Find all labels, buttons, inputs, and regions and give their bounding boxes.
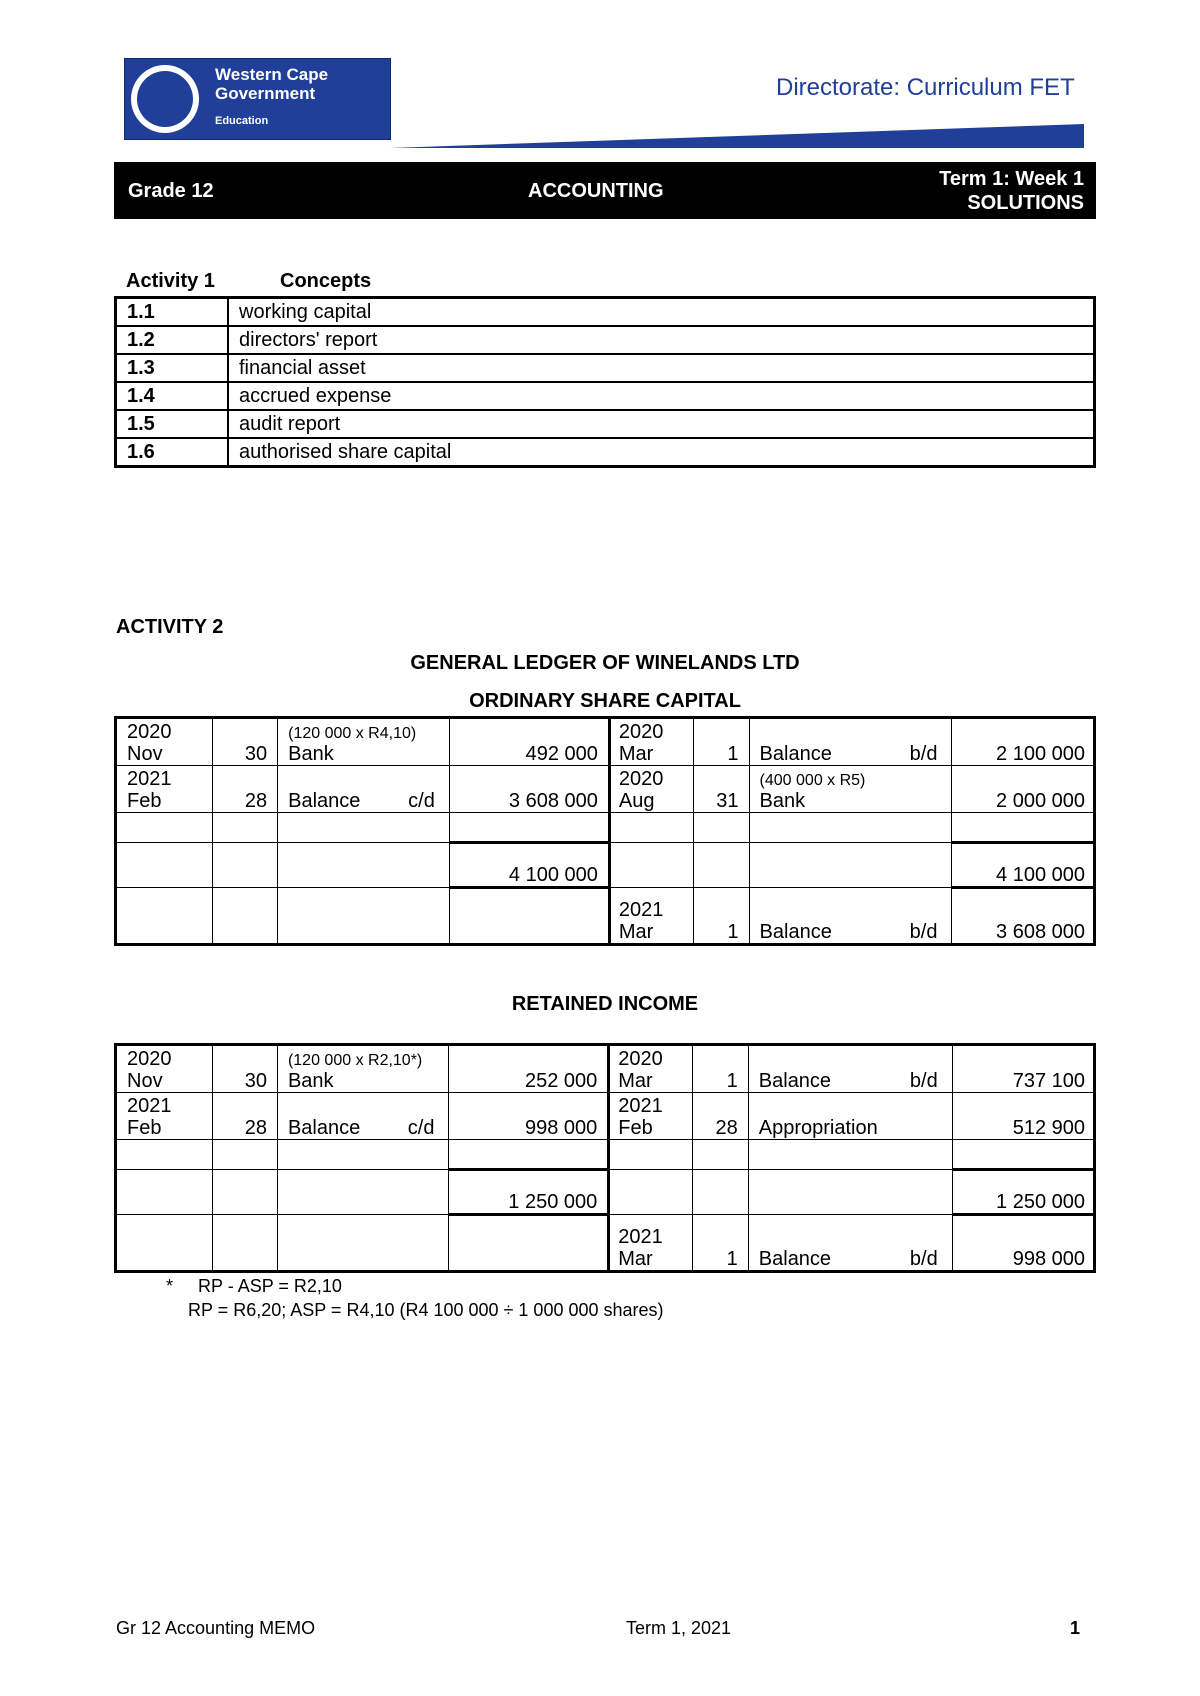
footer-term: Term 1, 2021 xyxy=(626,1618,732,1638)
grade-label: Grade 12 xyxy=(128,180,214,202)
amount: 998 000 xyxy=(449,1093,609,1140)
date-year: 2020 xyxy=(618,1048,663,1070)
total-amount: 1 250 000 xyxy=(449,1170,609,1215)
date-year: 2021 xyxy=(127,1095,172,1117)
date-month: Aug xyxy=(618,790,655,812)
detail: Balance xyxy=(287,1117,361,1139)
date-year: 2020 xyxy=(127,721,172,743)
date-month: Feb xyxy=(127,790,162,812)
table-row xyxy=(116,354,1095,382)
table-row xyxy=(116,410,1095,438)
amount: 2 100 000 xyxy=(952,718,1095,766)
activity-1-heading: Concepts xyxy=(280,270,372,292)
table-row xyxy=(116,718,1095,766)
date-month: Mar xyxy=(618,1070,653,1092)
amount: 492 000 xyxy=(449,718,609,766)
date-year: 2021 xyxy=(618,899,664,921)
detail: Appropriation xyxy=(748,1093,952,1140)
amount: 737 100 xyxy=(952,1045,1094,1093)
table-row xyxy=(116,1093,1095,1140)
date-day: 1 xyxy=(694,718,749,766)
directorate-title: Directorate: Curriculum FET xyxy=(776,74,1075,101)
table-row xyxy=(116,888,1095,945)
coat-of-arms-icon xyxy=(131,65,199,133)
date-day: 1 xyxy=(693,1045,748,1093)
concept-answer: financial asset xyxy=(228,354,1095,382)
term-label: Term 1: Week 1 xyxy=(939,168,1084,190)
detail: Balance xyxy=(288,790,361,812)
detail-note: (400 000 x R5) xyxy=(759,772,866,789)
amount: 3 608 000 xyxy=(952,888,1095,945)
header-stripe xyxy=(390,124,1084,148)
concept-answer: audit report xyxy=(228,410,1095,438)
table-row xyxy=(116,1045,1095,1093)
ri-account-title: RETAINED INCOME xyxy=(511,993,699,1015)
date-year: 2021 xyxy=(618,1226,663,1248)
table-row xyxy=(116,766,1095,813)
amount: 512 900 xyxy=(952,1093,1094,1140)
date-day: 1 xyxy=(694,888,749,945)
concept-number: 1.4 xyxy=(116,382,229,410)
concept-answer: authorised share capital xyxy=(228,438,1095,467)
amount: 998 000 xyxy=(952,1215,1094,1272)
detail: Bank xyxy=(759,790,806,812)
footnote-line-1: * RP - ASP = R2,10 xyxy=(166,1276,342,1296)
footnote-line-2: RP = R6,20; ASP = R4,10 (R4 100 000 ÷ 1 000 000 shares) xyxy=(188,1300,664,1320)
concept-number: 1.5 xyxy=(116,410,229,438)
concept-number: 1.6 xyxy=(116,438,229,467)
activity-2-label: ACTIVITY 2 xyxy=(116,616,224,638)
detail: Bank xyxy=(288,743,334,765)
folio: b/d xyxy=(909,1070,938,1092)
amount: 2 000 000 xyxy=(952,766,1095,813)
concept-answer: accrued expense xyxy=(228,382,1095,410)
concept-number: 1.2 xyxy=(116,326,229,354)
folio: b/d xyxy=(909,743,938,765)
logo xyxy=(124,58,391,140)
table-row xyxy=(116,813,1095,843)
folio: b/d xyxy=(909,1248,938,1270)
date-month: Feb xyxy=(618,1117,653,1139)
concept-answer: working capital xyxy=(228,298,1095,327)
table-row xyxy=(116,1170,1095,1215)
date-day: 28 xyxy=(212,1093,277,1140)
detail: Balance xyxy=(758,1248,832,1270)
footer-doc-name: Gr 12 Accounting MEMO xyxy=(116,1618,316,1638)
date-day: 1 xyxy=(693,1215,748,1272)
concept-answer: directors' report xyxy=(228,326,1095,354)
amount: 3 608 000 xyxy=(449,766,609,813)
title-bar xyxy=(114,162,1096,219)
table-row xyxy=(116,1140,1095,1170)
total-amount: 4 100 000 xyxy=(952,843,1095,888)
detail-note: (120 000 x R2,10*) xyxy=(287,1052,423,1069)
table-row xyxy=(116,1215,1095,1272)
concept-number: 1.3 xyxy=(116,354,229,382)
solutions-label: SOLUTIONS xyxy=(967,192,1084,214)
date-day: 28 xyxy=(212,766,277,813)
date-month: Nov xyxy=(127,1070,163,1092)
date-day: 28 xyxy=(693,1093,748,1140)
date-day: 30 xyxy=(212,1045,277,1093)
osc-ledger-table xyxy=(114,716,1096,946)
folio: b/d xyxy=(909,921,938,943)
total-amount: 4 100 000 xyxy=(449,843,609,888)
amount: 252 000 xyxy=(449,1045,609,1093)
detail: Bank xyxy=(287,1070,334,1092)
table-row xyxy=(116,326,1095,354)
folio: c/d xyxy=(408,790,435,812)
date-month: Mar xyxy=(618,743,654,765)
concept-number: 1.1 xyxy=(116,298,229,327)
total-amount: 1 250 000 xyxy=(952,1170,1094,1215)
page-number: 1 xyxy=(1070,1618,1081,1638)
date-month: Mar xyxy=(618,921,654,943)
subject-label: ACCOUNTING xyxy=(528,180,664,202)
table-row xyxy=(116,298,1095,327)
detail: Balance xyxy=(759,743,832,765)
table-row xyxy=(116,438,1095,467)
osc-account-title: ORDINARY SHARE CAPITAL xyxy=(469,690,741,712)
date-month: Feb xyxy=(127,1117,162,1139)
date-year: 2021 xyxy=(618,1095,663,1117)
table-row xyxy=(116,382,1095,410)
logo-line-3: Education xyxy=(215,115,269,127)
detail: Balance xyxy=(758,1070,832,1092)
logo-line-2: Government xyxy=(215,84,316,103)
logo-line-1: Western Cape xyxy=(215,65,329,84)
detail-note: (120 000 x R4,10) xyxy=(288,725,417,742)
date-year: 2020 xyxy=(618,721,664,743)
date-month: Mar xyxy=(618,1248,653,1270)
table-row xyxy=(116,843,1095,888)
date-year: 2020 xyxy=(127,1048,172,1070)
concepts-table xyxy=(114,296,1096,468)
date-month: Nov xyxy=(127,743,163,765)
ri-ledger-table xyxy=(114,1043,1096,1273)
date-year: 2020 xyxy=(618,768,664,790)
ledger-title: GENERAL LEDGER OF WINELANDS LTD xyxy=(410,652,800,674)
date-year: 2021 xyxy=(127,768,172,790)
folio: c/d xyxy=(407,1117,435,1139)
detail: Balance xyxy=(759,921,832,943)
activity-1-label: Activity 1 xyxy=(126,270,215,292)
date-day: 30 xyxy=(212,718,277,766)
date-day: 31 xyxy=(694,766,749,813)
